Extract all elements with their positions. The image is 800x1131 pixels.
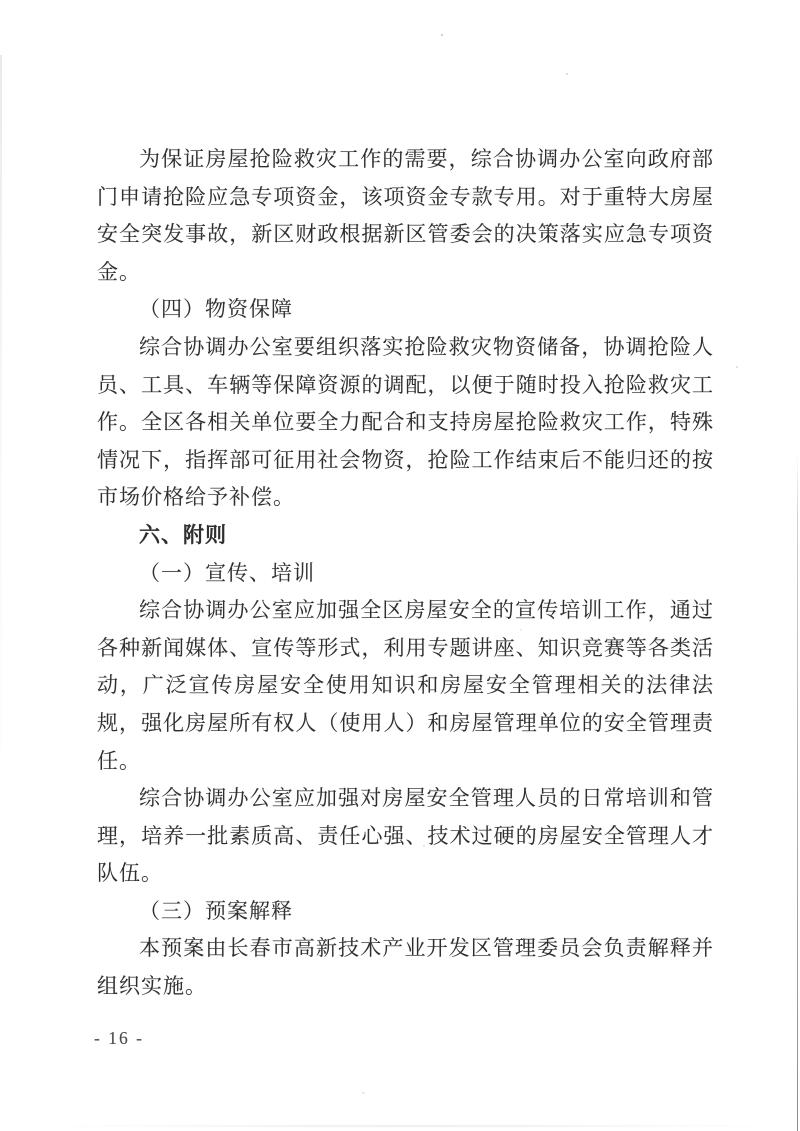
paragraph: 为保证房屋抢险救灾工作的需要，综合协调办公室向政府部门申请抢险应急专项资金，该项资金专款专用。对于重特大房屋安全突发事故，新区财政根据新区管委会的决策落实应急专项资金。 [97, 147, 714, 284]
section-heading: 六、附则 [139, 522, 227, 547]
scan-edge-shadow-left [0, 55, 2, 755]
scan-edge-line-right [797, 452, 798, 1131]
sub-heading: （一）宣传、培训 [139, 560, 315, 585]
paragraph: 综合协调办公室要组织落实抢险救灾物资储备，协调抢险人员、工具、车辆等保障资源的调配，以便于随时投入抢险救灾工作。全区各相关单位要全力配合和支持房屋抢险救灾工作，特殊情况下，指挥部可征用社会物资，抢险工作结束后不能归还的按市场价格给予补偿。 [97, 334, 714, 510]
scan-dust-speck [566, 73, 568, 75]
scan-dust-speck [520, 629, 522, 631]
page-number: - 16 - [94, 1028, 144, 1048]
scan-edge-smudge-bottom [60, 1125, 770, 1127]
sub-heading: （四）物资保障 [139, 297, 293, 322]
paragraph: 本预案由长春市高新技术产业开发区管理委员会负责解释并组织实施。 [97, 936, 714, 999]
scan-dust-speck [736, 366, 738, 368]
scan-dust-speck [362, 1092, 365, 1094]
paragraph: 综合协调办公室应加强对房屋安全管理人员的日常培训和管理，培养一批素质高、责任心强、技术过硬的房屋安全管理人才队伍。 [97, 786, 714, 886]
document-content [97, 141, 714, 1006]
sub-heading: （三）预案解释 [139, 898, 293, 923]
scan-dust-speck [423, 845, 425, 847]
paragraph: 综合协调办公室应加强全区房屋安全的宣传培训工作，通过各种新闻媒体、宣传等形式，利用专题讲座、知识竞赛等各类活动，广泛宣传房屋安全使用知识和房屋安全管理相关的法律法规，强化房屋所有权人（使用人）和房屋管理单位的安全管理责任。 [97, 598, 714, 773]
scan-dust-speck [441, 34, 443, 36]
